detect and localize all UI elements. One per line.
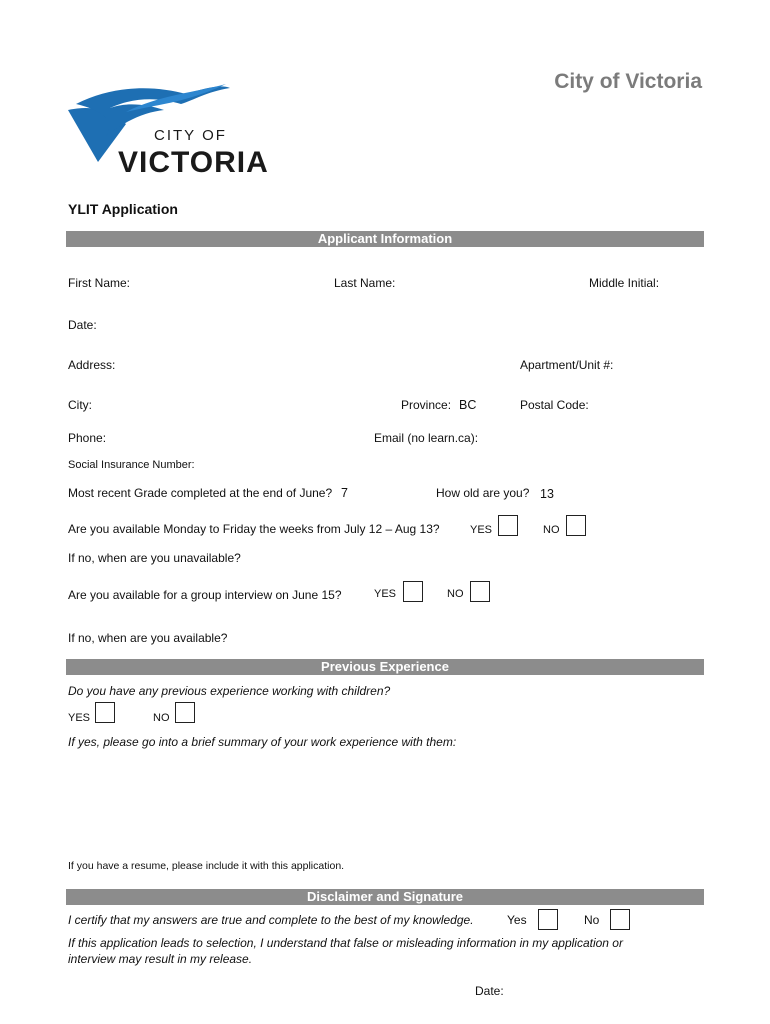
experience-no-label: NO — [153, 712, 170, 724]
address-label: Address: — [68, 358, 116, 372]
last-name-label: Last Name: — [334, 276, 396, 290]
date-label: Date: — [68, 318, 97, 332]
logo-text-city-of: CITY OF — [154, 127, 227, 144]
experience-summary-prompt: If yes, please go into a brief summary of your work experience with them: — [68, 735, 457, 749]
interview-no-checkbox[interactable] — [470, 581, 490, 602]
section-header-applicant: Applicant Information — [66, 231, 704, 247]
experience-yes-label: YES — [68, 712, 91, 724]
availability-question: Are you available Monday to Friday the weeks from July 12 – Aug 13? — [68, 522, 440, 536]
grade-question: Most recent Grade completed at the end of June? — [68, 486, 333, 500]
interview-yes-label: YES — [374, 588, 397, 600]
experience-yes-checkbox[interactable] — [95, 702, 115, 723]
unavailable-label: If no, when are you unavailable? — [68, 551, 241, 565]
phone-label: Phone: — [68, 431, 107, 445]
age-question: How old are you? — [436, 486, 530, 500]
middle-initial-label: Middle Initial: — [589, 276, 660, 290]
form-title: YLIT Application — [68, 201, 178, 217]
section-header-experience: Previous Experience — [66, 659, 704, 675]
province-label: Province: — [401, 398, 452, 412]
section-header-disclaimer: Disclaimer and Signature — [66, 889, 704, 905]
experience-no-checkbox[interactable] — [175, 702, 195, 723]
province-value[interactable]: BC — [459, 398, 477, 412]
availability-yes-label: YES — [470, 524, 493, 536]
email-label: Email (no learn.ca): — [374, 431, 479, 445]
city-label: City: — [68, 398, 92, 412]
grade-value[interactable]: 7 — [341, 486, 348, 500]
certify-text: I certify that my answers are true and complete to the best of my knowledge. — [68, 913, 474, 927]
release-text-line1: If this application leads to selection, I understand that false or misleading information in my application or — [68, 936, 623, 950]
signature-date-label: Date: — [475, 984, 504, 998]
city-heading: City of Victoria — [554, 70, 702, 93]
resume-note: If you have a resume, please include it with this application. — [68, 860, 345, 872]
certify-no-checkbox[interactable] — [610, 909, 630, 930]
age-value[interactable]: 13 — [540, 487, 554, 501]
logo-text-victoria: VICTORIA — [118, 146, 269, 179]
experience-question: Do you have any previous experience working with children? — [68, 684, 391, 698]
sin-label: Social Insurance Number: — [68, 459, 195, 471]
city-of-victoria-logo — [66, 82, 271, 180]
certify-no-label: No — [584, 913, 600, 927]
release-text-line2: interview may result in my release. — [68, 952, 253, 966]
first-name-label: First Name: — [68, 276, 131, 290]
interview-no-label: NO — [447, 588, 464, 600]
availability-no-checkbox[interactable] — [566, 515, 586, 536]
interview-followup-label: If no, when are you available? — [68, 631, 228, 645]
availability-no-label: NO — [543, 524, 560, 536]
apartment-label: Apartment/Unit #: — [520, 358, 614, 372]
interview-question: Are you available for a group interview on June 15? — [68, 588, 342, 602]
postal-code-label: Postal Code: — [520, 398, 589, 412]
availability-yes-checkbox[interactable] — [498, 515, 518, 536]
interview-yes-checkbox[interactable] — [403, 581, 423, 602]
certify-yes-checkbox[interactable] — [538, 909, 558, 930]
certify-yes-label: Yes — [507, 913, 527, 927]
